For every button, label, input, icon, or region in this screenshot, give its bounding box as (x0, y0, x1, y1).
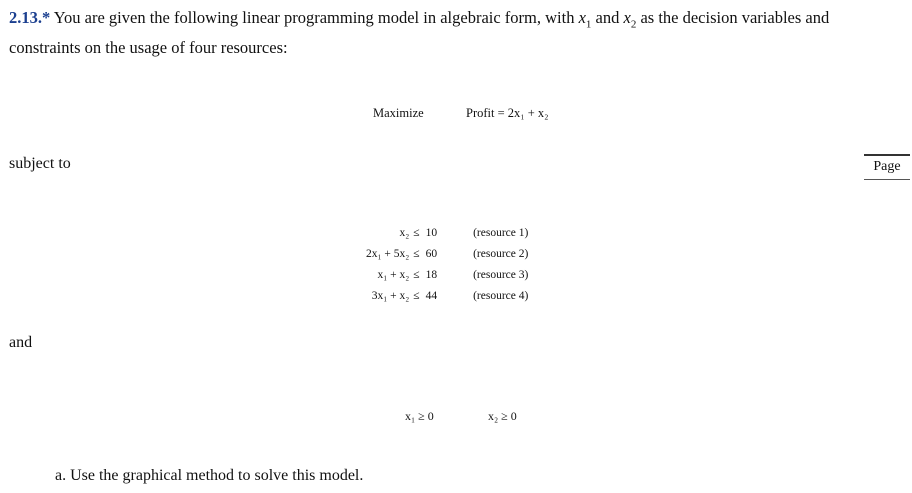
constraint-lhs: x₁ + x₂ (377, 268, 410, 281)
constraint-lhs: 3x₁ + x₂ (371, 289, 410, 302)
constraint-sign: ≤ (413, 289, 420, 302)
constraint-row (364, 243, 530, 264)
constraint-sign: ≤ (413, 226, 420, 239)
constraint-sign: ≤ (413, 268, 420, 281)
nonneg-x1: x₁ ≥ 0 (405, 409, 434, 423)
problem-number: 2.13.* (9, 8, 51, 27)
constraint-row (364, 264, 530, 285)
intro-text: You are given the following linear programming model in algebraic form, with (53, 8, 575, 27)
part-a-question: a. Use the graphical method to solve this model. (55, 467, 364, 484)
constraint-rhs: 60 (425, 247, 438, 260)
constraint-resource: (resource 4) (473, 289, 529, 302)
constraint-lhs: 2x₁ + 5x₂ (366, 247, 410, 260)
constraint-row (364, 285, 530, 306)
intro-mid-2: as the decision variables and constraints on the usage of four resources: (9, 8, 830, 58)
and-label: and (9, 334, 33, 351)
objective-label: Maximize (373, 106, 424, 120)
constraint-rhs: 44 (425, 289, 438, 302)
nonneg-x2: x₂ ≥ 0 (488, 409, 517, 423)
constraints-table (364, 222, 530, 306)
constraint-sign: ≤ (413, 247, 420, 260)
constraint-resource: (resource 3) (473, 268, 529, 281)
objective-expression: Profit = 2x₁ + x₂ (466, 106, 549, 120)
constraint-rhs: 10 (425, 226, 438, 239)
problem-statement: 2.13.* You are given the following linear programming model in algebraic form, with $x_1$ and $x_2$ as the decision variables and constraints on the usage of four resources: (9, 8, 830, 58)
constraint-resource: (resource 1) (473, 226, 529, 239)
constraint-lhs: x₂ (399, 226, 410, 239)
subject-to-label: subject to (9, 155, 71, 172)
constraint-resource: (resource 2) (473, 247, 529, 260)
constraint-rhs: 18 (425, 268, 438, 281)
intro-mid-1: and (595, 8, 620, 27)
constraint-row (364, 222, 530, 243)
page-tag: Page (864, 154, 910, 180)
